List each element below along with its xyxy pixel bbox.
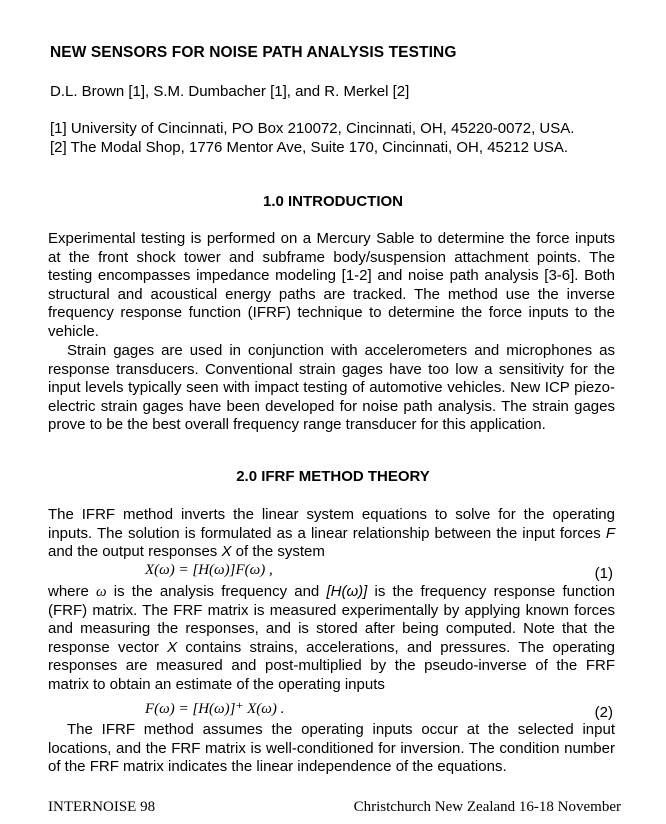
footer-location-date: Christchurch New Zealand 16-18 November (353, 799, 621, 815)
symbol-omega: ω (96, 584, 107, 600)
symbol-X: X (167, 638, 178, 656)
symbol-X: X (221, 543, 232, 561)
theory-text: and the output responses (48, 543, 222, 561)
theory-text: is the frequency response function (FRF) matrix. The FRF matrix is measured experimentally by applying known forces and measuring the responses, and is stored after being computed. Note that the response vector (48, 583, 615, 656)
theory-text: where (48, 583, 97, 600)
affiliation-1: [1] University of Cincinnati, PO Box 210072, Cincinnati, OH, 45220-0072, USA. (50, 120, 575, 137)
theory-paragraph-3: The IFRF method assumes the operating inputs occur at the selected input locations, and the FRF matrix is well-conditioned for inversion. The condition number of the FRF matrix indicates the linear independence of the equations. (48, 721, 615, 776)
equation-1: X(ω) = [H(ω)]F(ω) , (145, 562, 273, 578)
equation-1-number: (1) (594, 565, 613, 582)
symbol-H-matrix: [H(ω)] (326, 583, 368, 600)
author-list: D.L. Brown [1], S.M. Dumbacher [1], and R. Merkel [2] (50, 83, 410, 100)
theory-paragraph-1 (48, 506, 615, 562)
theory-text: The IFRF method inverts the linear system equations to solve for the operating inputs. The solution is formulated as a linear relationship between the input forces (48, 506, 615, 542)
section-heading-introduction: 1.0 INTRODUCTION (262, 193, 403, 210)
theory-text: contains strains, accelerations, and pressures. The operating responses are measured and post-multiplied by the pseudo-inverse of the FRF matrix to obtain an estimate of the operating inputs (48, 638, 615, 693)
intro-paragraph-2: Strain gages are used in conjunction with accelerometers and microphones as response transducers. Conventional strain gages have too low a sensitivity for the input levels typically seen with impact testing of automotive vehicles. New ICP piezo-electric strain gages have been developed for noise path analysis. The strain gages prove to be the best overall frequency range transducer for this application. (48, 342, 615, 434)
footer-conference: INTERNOISE 98 (48, 799, 156, 815)
paper-title: NEW SENSORS FOR NOISE PATH ANALYSIS TESTING (50, 44, 457, 61)
section-heading-ifrf-theory: 2.0 IFRF METHOD THEORY (236, 468, 430, 485)
equation-2-number: (2) (594, 704, 613, 721)
intro-paragraph-1: Experimental testing is performed on a Mercury Sable to determine the force inputs at the front shock tower and subframe body/suspension attachment points. The testing encompasses impedance modeling [1-2] and noise path analysis [3-6]. Both structural and acoustical energy paths are tracked. The method use the inverse frequency response function (IFRF) technique to determine the force inputs to the vehicle. (48, 230, 615, 340)
equation-2: F(ω) = [H(ω)]⁺ X(ω) . (145, 701, 285, 717)
affiliation-2: [2] The Modal Shop, 1776 Mentor Ave, Suite 170, Cincinnati, OH, 45212 USA. (50, 139, 569, 156)
theory-text: is the analysis frequency and (106, 583, 327, 600)
theory-paragraph-2 (48, 583, 615, 695)
theory-text: of the system (231, 543, 325, 561)
symbol-F: F (605, 524, 615, 542)
